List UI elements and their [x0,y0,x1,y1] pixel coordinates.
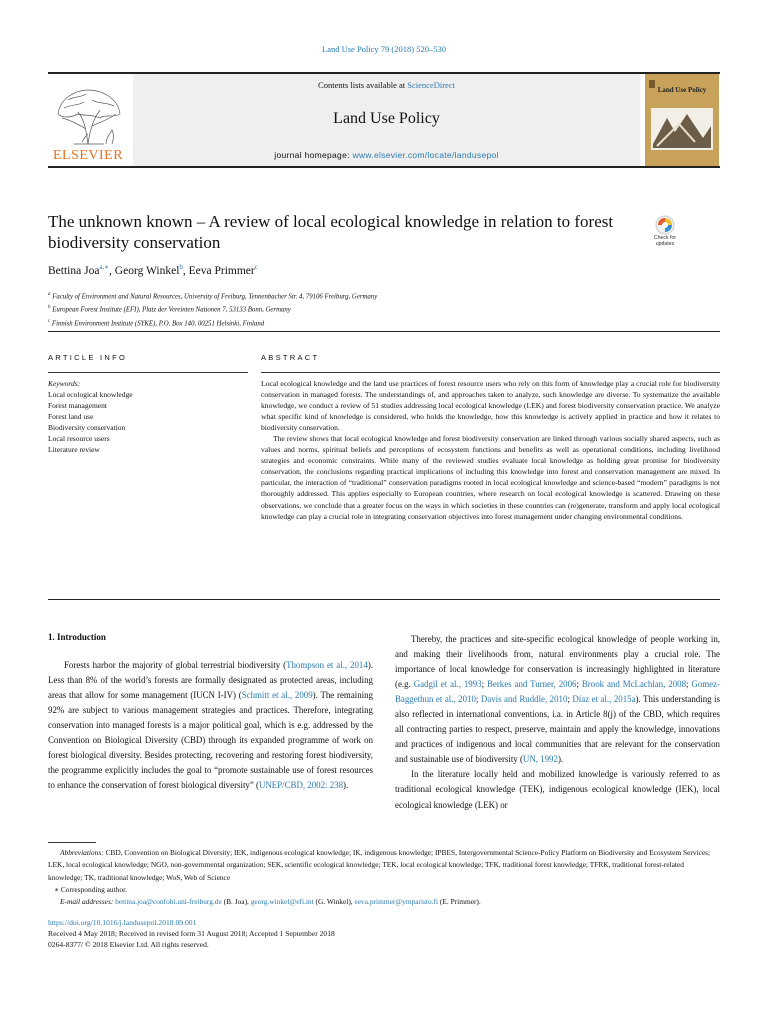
email-footnote [48,896,720,908]
intro-paragraph-3: In the literature locally held and mobilized knowledge is variously referred to as traditional ecological knowledge (TEK), indigenous ecological knowledge (IEK), local ecological knowledge (LEK) or [395,769,720,810]
keyword-item[interactable]: Forest land use [48,412,94,421]
footnotes [48,847,720,908]
body-text: ). [557,754,564,765]
journal-title: Land Use Policy [333,110,440,127]
affiliations [48,289,720,329]
abbreviations-text: CBD, Convention on Biological Diversity; IEK, indigenous ecological knowledge; IK, indigenous knowledge; IPBES, Intergovernmental Science-Policy Platform on Biodiversity and Ecosystem Services; LEK, local ecological knowledge; NGO, non-governmental organization; SEK, scientific ecological knowledge; TEK, local ecological knowledge; TFK, traditional forest knowledge; TFRK, traditional forest-related knowledge; TK, traditional knowledge; WoS, Web of Science [48,848,711,882]
reference-link[interactable]: UN, 1992 [522,754,558,765]
reference-link[interactable]: Gadgil et al., 1993 [413,679,482,690]
cover-title: Land Use Policy [657,86,707,94]
affiliation-marker: b [48,305,51,311]
intro-paragraph-1 [48,658,373,793]
body-text: ). [343,780,349,791]
article-title: The unknown known – A review of local ecological knowledge in relation to forest biodiversity conservation [48,212,614,252]
keyword-item[interactable]: Local resource users [48,434,110,443]
doi-link[interactable]: https://doi.org/10.1016/j.landusepol.2018.09.001 [48,918,197,927]
abstract-paragraph-2: The review shows that local ecological knowledge and forest biodiversity conservation are linked through various socially shared aspects, such as values and norms, spiritual beliefs and perceptions of ecosystem functions and benefits as well as operational conditions, including livelihood strategies and economic constraints. While many of the reviewed studies evaluate local knowledge as holding great promise for biodiversity conservation, the conclusions regarding practical implications of including this knowledge into forest and conservation management are mixed. In particular, the interaction of “traditional” conservation paradigms rooted in local ecological knowledge and science-based “modern” paradigms is not thoroughly addressed. This applies especially to European countries, where research on local ecological knowledge is scattered. Drawing on these observations, we conclude that a greater focus on the ways in which societies in these countries can (re)generate, transform and apply local ecological knowledge can play a crucial role in integrating conservation objectives into forest management under changing environmental conditions. [261,434,720,521]
publisher-wordmark[interactable]: ELSEVIER [52,148,124,163]
body-text: ; [576,679,582,690]
email-owner: (G. Winkel), [313,897,355,907]
divider [48,372,248,373]
homepage-link[interactable]: www.elsevier.com/locate/landusepol [352,150,499,160]
author-name: Bettina Joa [48,264,100,277]
reference-link[interactable]: Gomez-Baggethun et al., 2010 [395,679,720,705]
body-text: ; [567,694,573,705]
body-text: Forests harbor the majority of global terrestrial biodiversity ( [64,660,287,670]
author-name: Georg Winkel [114,264,180,277]
affiliation-line [48,316,720,329]
abbreviations-footnote [48,847,720,884]
reference-link[interactable]: Berkes and Turner, 2006 [486,679,577,690]
email-owner: (B. Joa), [221,897,251,907]
body-text: ; [475,694,481,705]
affiliation-text: Faculty of Environment and Natural Resources, University of Freiburg, Tennenbacher Str. 4, 79106 Freiburg, Germany [50,293,378,301]
reference-link[interactable]: Brook and McLachlan, 2008 [581,679,687,690]
section-heading-introduction: 1. Introduction [48,632,106,642]
body-text: ). This understanding is also reflected in international conventions, i.a. in Article 8(j) of the CBD, which requires all contracting parties to respect, preserve, maintain and apply the knowledge, innovations and practices of indigenous and local communities that are relevant for the conservation and sustainable use of biodiversity ( [395,694,720,765]
affiliation-line [48,302,720,315]
received-dates: Received 4 May 2018; Received in revised form 31 August 2018; Accepted 1 September 2018 [48,929,335,939]
affiliation-marker: c [48,318,51,324]
check-updates-line2: updates [655,241,675,247]
divider [261,372,720,373]
intro-paragraph-2 [395,632,720,767]
reference-link[interactable]: Davis and Ruddle, 2010 [480,694,568,705]
affiliation-text: European Forest Institute (EFI), Platz der Vereinten Nationen 7, 53133 Bonn, Germany [50,306,291,314]
keyword-item[interactable]: Biodiversity conservation [48,423,126,432]
divider [48,331,720,332]
body-text: ; [686,679,692,690]
affiliation-text: Finnish Environment Institute (SYKE), P.O. Box 140, 00251 Helsinki, Finland [50,319,265,327]
email-link[interactable]: georg.winkel@efi.int [250,897,314,907]
header-bottom-rule [48,166,720,168]
journal-citation[interactable]: Land Use Policy 79 (2018) 520–530 [322,44,446,54]
abbreviations-label: Abbreviations: [60,848,104,857]
contents-prefix: Contents lists available at [318,80,408,90]
reference-link[interactable]: Díaz et al., 2015a [572,694,636,705]
author-list [48,263,258,277]
reference-link[interactable]: Schmitt et al., 2009 [241,690,313,701]
corresponding-author-note: ∗ Corresponding author. [54,884,127,894]
keyword-list [48,389,248,455]
author-affiliation-marker[interactable]: a,∗ [99,263,110,271]
keyword-item[interactable]: Local ecological knowledge [48,390,133,399]
homepage-label: journal homepage: [274,150,353,160]
abstract-paragraph-1: Local ecological knowledge and the land use practices of forest resource users who rely on this form of knowledge play a crucial role for biodiversity conservation in managed forests. The understandings of, and approaches taken to analyze, such knowledge are diverse. To systematize the available knowledge, we conduct a review of 51 studies addressing local ecological knowledge (LEK) and forest biodiversity conservation practice. We analyze what specific kind of knowledge is considered, who holds the knowledge, how this knowledge is actively applied in practice and how it relates to biodiversity conservation. [261,379,720,433]
footnote-rule [48,842,96,843]
article-meta [48,917,720,951]
check-for-updates-badge[interactable] [645,212,685,252]
article-info-heading: ARTICLE INFO [48,353,128,362]
keywords-block [48,378,248,455]
body-column-right [395,632,720,813]
email-owner: (E. Primmer). [438,897,481,907]
journal-homepage [133,150,640,160]
abstract-heading: ABSTRACT [261,353,320,362]
header-top-rule [48,72,720,74]
keyword-item[interactable]: Forest management [48,401,107,410]
author-separator: , [109,264,115,277]
author-separator: , [182,264,189,277]
reference-link[interactable]: UNEP/CBD, 2002: 238 [258,780,344,791]
reference-link[interactable]: Thompson et al., 2014 [286,660,368,670]
body-text: Thereby, the practices and site-specific ecological knowledge of people working in, and making their livelihoods from, natural environments play a crucial role. The importance of local knowledge for conservation is increasingly highlighted in literature (e.g. [395,634,720,690]
affiliation-line [48,289,720,302]
body-text: ; [481,679,487,690]
sciencedirect-link[interactable]: ScienceDirect [407,80,455,90]
affiliation-marker: a [48,292,51,297]
author-affiliation-marker[interactable]: c [254,263,258,271]
email-label: E-mail addresses: [60,897,116,907]
check-updates-label [645,235,685,247]
divider [48,599,720,600]
body-text: ). Less than 8% of the world’s forests are formally designated as protected areas, including areas that allow for some management (IUCN I-IV) ( [48,660,373,701]
abstract-body [261,378,720,522]
copyright: 0264-8377/ © 2018 Elsevier Ltd. All rights reserved. [48,940,209,950]
author-affiliation-marker[interactable]: b [179,263,183,271]
keyword-item[interactable]: Literature review [48,445,100,454]
contents-line [133,80,640,90]
author-name: Eeva Primmer [188,264,255,277]
email-link[interactable]: bettina.joa@confobi.uni-freiburg.de [115,897,222,907]
email-link[interactable]: eeva.primmer@ymparisto.fi [354,897,439,907]
check-updates-line1: Check for [653,235,677,241]
keywords-label: Keywords: [48,379,81,388]
body-column-left [48,658,373,793]
body-text: ). The remaining 92% are subject to various management strategies and practices. Therefore, integrating conservation into managed forests is a major political goal, which is e.g. addressed by the Convention on Biological Diversity (CBD) through its expanded programme of work on forest biological diversity. Besides protecting, recovering and restoring forest biodiversity, the programme explicitly includes the goal to “promote sustainable use of forest resources to enhance the conservation of forest biological diversity” ( [48,690,373,791]
